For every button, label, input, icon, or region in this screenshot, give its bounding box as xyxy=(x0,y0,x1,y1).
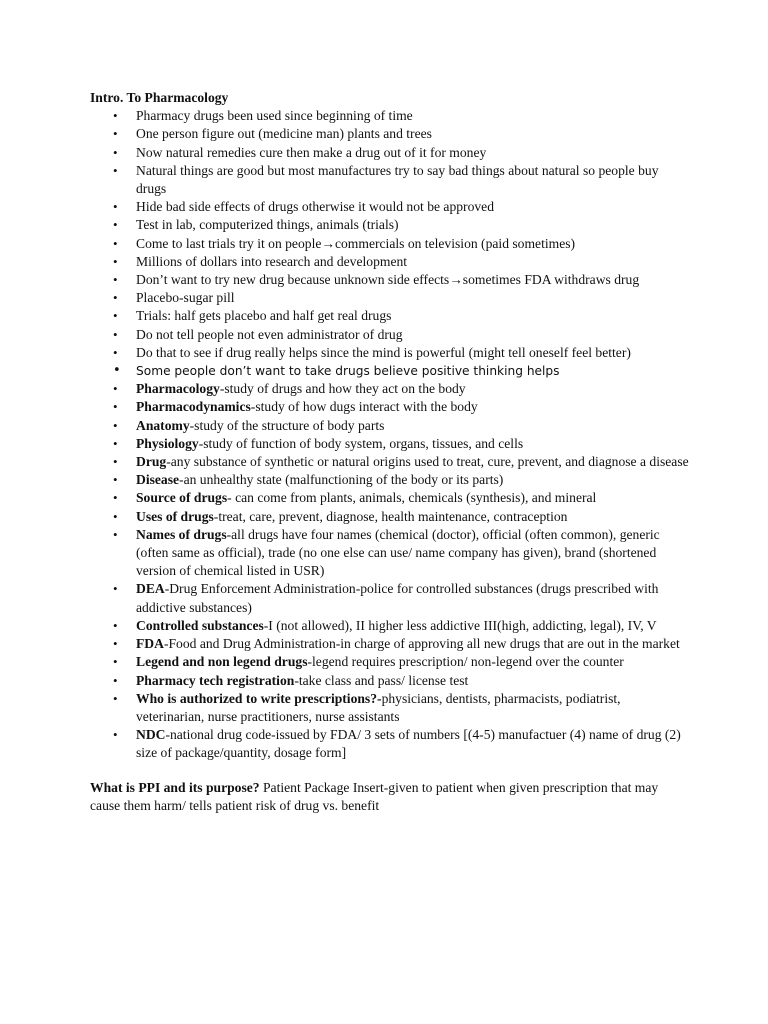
bullet-icon: • xyxy=(113,672,118,688)
note-term: Controlled substances xyxy=(136,617,264,633)
bullet-icon: • xyxy=(113,636,118,652)
bullet-icon: • xyxy=(113,454,118,470)
note-text: Pharmacy drugs been used since beginning of time xyxy=(136,108,413,124)
note-term: Names of drugs xyxy=(136,526,227,542)
note-text: - can come from plants, animals, chemicals (synthesis), and mineral xyxy=(227,490,597,506)
note-text: -Drug Enforcement Administration-police for controlled substances (drugs prescribed with addictive substances) xyxy=(136,581,659,615)
note-item xyxy=(90,617,690,635)
bullet-icon: • xyxy=(113,235,118,251)
note-term: FDA xyxy=(136,636,164,652)
note-text: -Food and Drug Administration-in charge of approving all new drugs that are out in the market xyxy=(163,636,680,652)
note-term: Pharmacology xyxy=(136,381,220,397)
note-item xyxy=(90,489,690,507)
note-term: Legend and non legend drugs xyxy=(136,654,308,670)
bullet-icon: • xyxy=(113,326,118,342)
note-item xyxy=(90,144,690,162)
ppi-paragraph xyxy=(90,779,690,815)
note-text: physicians, dentists, pharmacists, podiatrist, veterinarian, nurse practitioners, nurse assistants xyxy=(136,690,621,724)
note-item xyxy=(90,690,690,726)
note-text: -study of function of body system, organs, tissues, and cells xyxy=(198,435,524,451)
bullet-icon: • xyxy=(113,199,118,215)
note-term: Pharmacy tech registration xyxy=(136,672,295,688)
note-item xyxy=(90,726,690,762)
bullet-icon: • xyxy=(113,272,118,288)
note-item xyxy=(90,417,690,435)
bullet-icon: • xyxy=(113,526,118,542)
note-text: -all drugs have four names (chemical (doctor), official (often common), generic (often same as official), trade (no one else can use/ name company has given), brand (shortened version of chemical listed in USR) xyxy=(136,526,660,579)
note-item xyxy=(90,653,690,671)
ppi-answer: Patient Package Insert-given to patient when given prescription that may cause them harm/ tells patient risk of drug vs. benefit xyxy=(90,779,659,813)
bullet-icon: • xyxy=(113,381,118,397)
note-text: Come to last trials try it on people→commercials on television (paid sometimes) xyxy=(136,235,576,251)
note-text: Do not tell people not even administrator of drug xyxy=(136,326,403,342)
note-text: Trials: half gets placebo and half get real drugs xyxy=(136,308,392,324)
note-term: Drug xyxy=(136,454,167,470)
note-term: NDC xyxy=(136,727,166,743)
note-term: Source of drugs xyxy=(136,490,228,506)
bullet-icon: • xyxy=(113,290,118,306)
note-item xyxy=(90,453,690,471)
note-text: Natural things are good but most manufactures try to say bad things about natural so people buy drugs xyxy=(136,162,659,197)
note-text: Test in lab, computerized things, animals (trials) xyxy=(136,217,399,233)
note-term: Anatomy xyxy=(136,417,190,433)
note-item xyxy=(90,362,690,380)
note-text: -an unhealthy state (malfunctioning of the body or its parts) xyxy=(179,472,504,488)
bullet-icon: • xyxy=(113,417,118,433)
bullet-icon: • xyxy=(113,472,118,488)
note-term: Disease xyxy=(136,472,180,488)
bullet-icon: • xyxy=(113,363,121,379)
note-text: -national drug code-issued by FDA/ 3 sets of numbers [(4-5) manufactuer (4) name of drug (2) size of package/quantity, dosage form] xyxy=(136,727,681,761)
note-text: Placebo-sugar pill xyxy=(136,290,235,306)
note-item xyxy=(90,271,690,289)
note-text: -take class and pass/ license test xyxy=(294,672,469,688)
note-text: One person figure out (medicine man) plants and trees xyxy=(136,126,432,142)
note-text: -any substance of synthetic or natural origins used to treat, cure, prevent, and diagnose a disease xyxy=(166,454,689,470)
note-text: Some people don’t want to take drugs believe positive thinking helps xyxy=(136,364,560,379)
note-item xyxy=(90,526,690,581)
note-text: Hide bad side effects of drugs otherwise it would not be approved xyxy=(136,199,495,215)
bullet-icon: • xyxy=(113,508,118,524)
bullet-icon: • xyxy=(113,490,118,506)
note-item xyxy=(90,398,690,416)
note-item xyxy=(90,380,690,398)
bullet-icon: • xyxy=(113,253,118,269)
bullet-icon: • xyxy=(113,617,118,633)
bullet-icon: • xyxy=(113,108,118,124)
note-item xyxy=(90,344,690,362)
note-text: -study of how dugs interact with the body xyxy=(250,399,478,415)
note-item xyxy=(90,289,690,307)
note-text: Do that to see if drug really helps since the mind is powerful (might tell oneself feel better) xyxy=(136,344,631,360)
note-text: -I (not allowed), II higher less addictive III(high, addicting, legal), IV, V xyxy=(263,617,657,633)
note-text: Now natural remedies cure then make a drug out of it for money xyxy=(136,144,487,160)
bullet-icon: • xyxy=(113,344,118,360)
note-item xyxy=(90,216,690,234)
note-item xyxy=(90,635,690,653)
note-text: -legend requires prescription/ non-legend over the counter xyxy=(307,654,624,670)
document-title: Intro. To Pharmacology xyxy=(90,90,229,105)
document-page xyxy=(90,89,690,815)
note-item xyxy=(90,107,690,125)
bullet-icon: • xyxy=(113,654,118,670)
note-text: -study of drugs and how they act on the body xyxy=(219,381,466,397)
bullet-icon: • xyxy=(113,435,118,451)
note-item xyxy=(90,162,690,198)
notes-list xyxy=(90,107,690,762)
note-item xyxy=(90,508,690,526)
note-term: DEA xyxy=(136,581,165,597)
bullet-icon: • xyxy=(113,308,118,324)
note-item xyxy=(90,235,690,253)
note-term: Uses of drugs xyxy=(136,508,214,524)
bullet-icon: • xyxy=(113,126,118,142)
ppi-question: What is PPI and its purpose? xyxy=(90,779,260,795)
bullet-icon: • xyxy=(113,581,118,597)
note-item xyxy=(90,198,690,216)
note-item xyxy=(90,307,690,325)
bullet-icon: • xyxy=(113,162,118,178)
note-item xyxy=(90,326,690,344)
bullet-icon: • xyxy=(113,144,118,160)
note-text: Millions of dollars into research and development xyxy=(136,253,408,269)
note-term: Who is authorized to write prescriptions?- xyxy=(136,690,382,706)
note-item xyxy=(90,672,690,690)
note-text: -study of the structure of body parts xyxy=(189,417,385,433)
bullet-icon: • xyxy=(113,690,118,706)
bullet-icon: • xyxy=(113,727,118,743)
note-item xyxy=(90,125,690,143)
bullet-icon: • xyxy=(113,399,118,415)
bullet-icon: • xyxy=(113,217,118,233)
note-item xyxy=(90,580,690,616)
note-term: Pharmacodynamics xyxy=(136,399,251,415)
note-item xyxy=(90,471,690,489)
note-item xyxy=(90,253,690,271)
note-term: Physiology xyxy=(136,435,199,451)
note-item xyxy=(90,435,690,453)
note-text: Don’t want to try new drug because unknown side effects→sometimes FDA withdraws drug xyxy=(136,272,640,288)
note-text: -treat, care, prevent, diagnose, health maintenance, contraception xyxy=(213,508,568,524)
